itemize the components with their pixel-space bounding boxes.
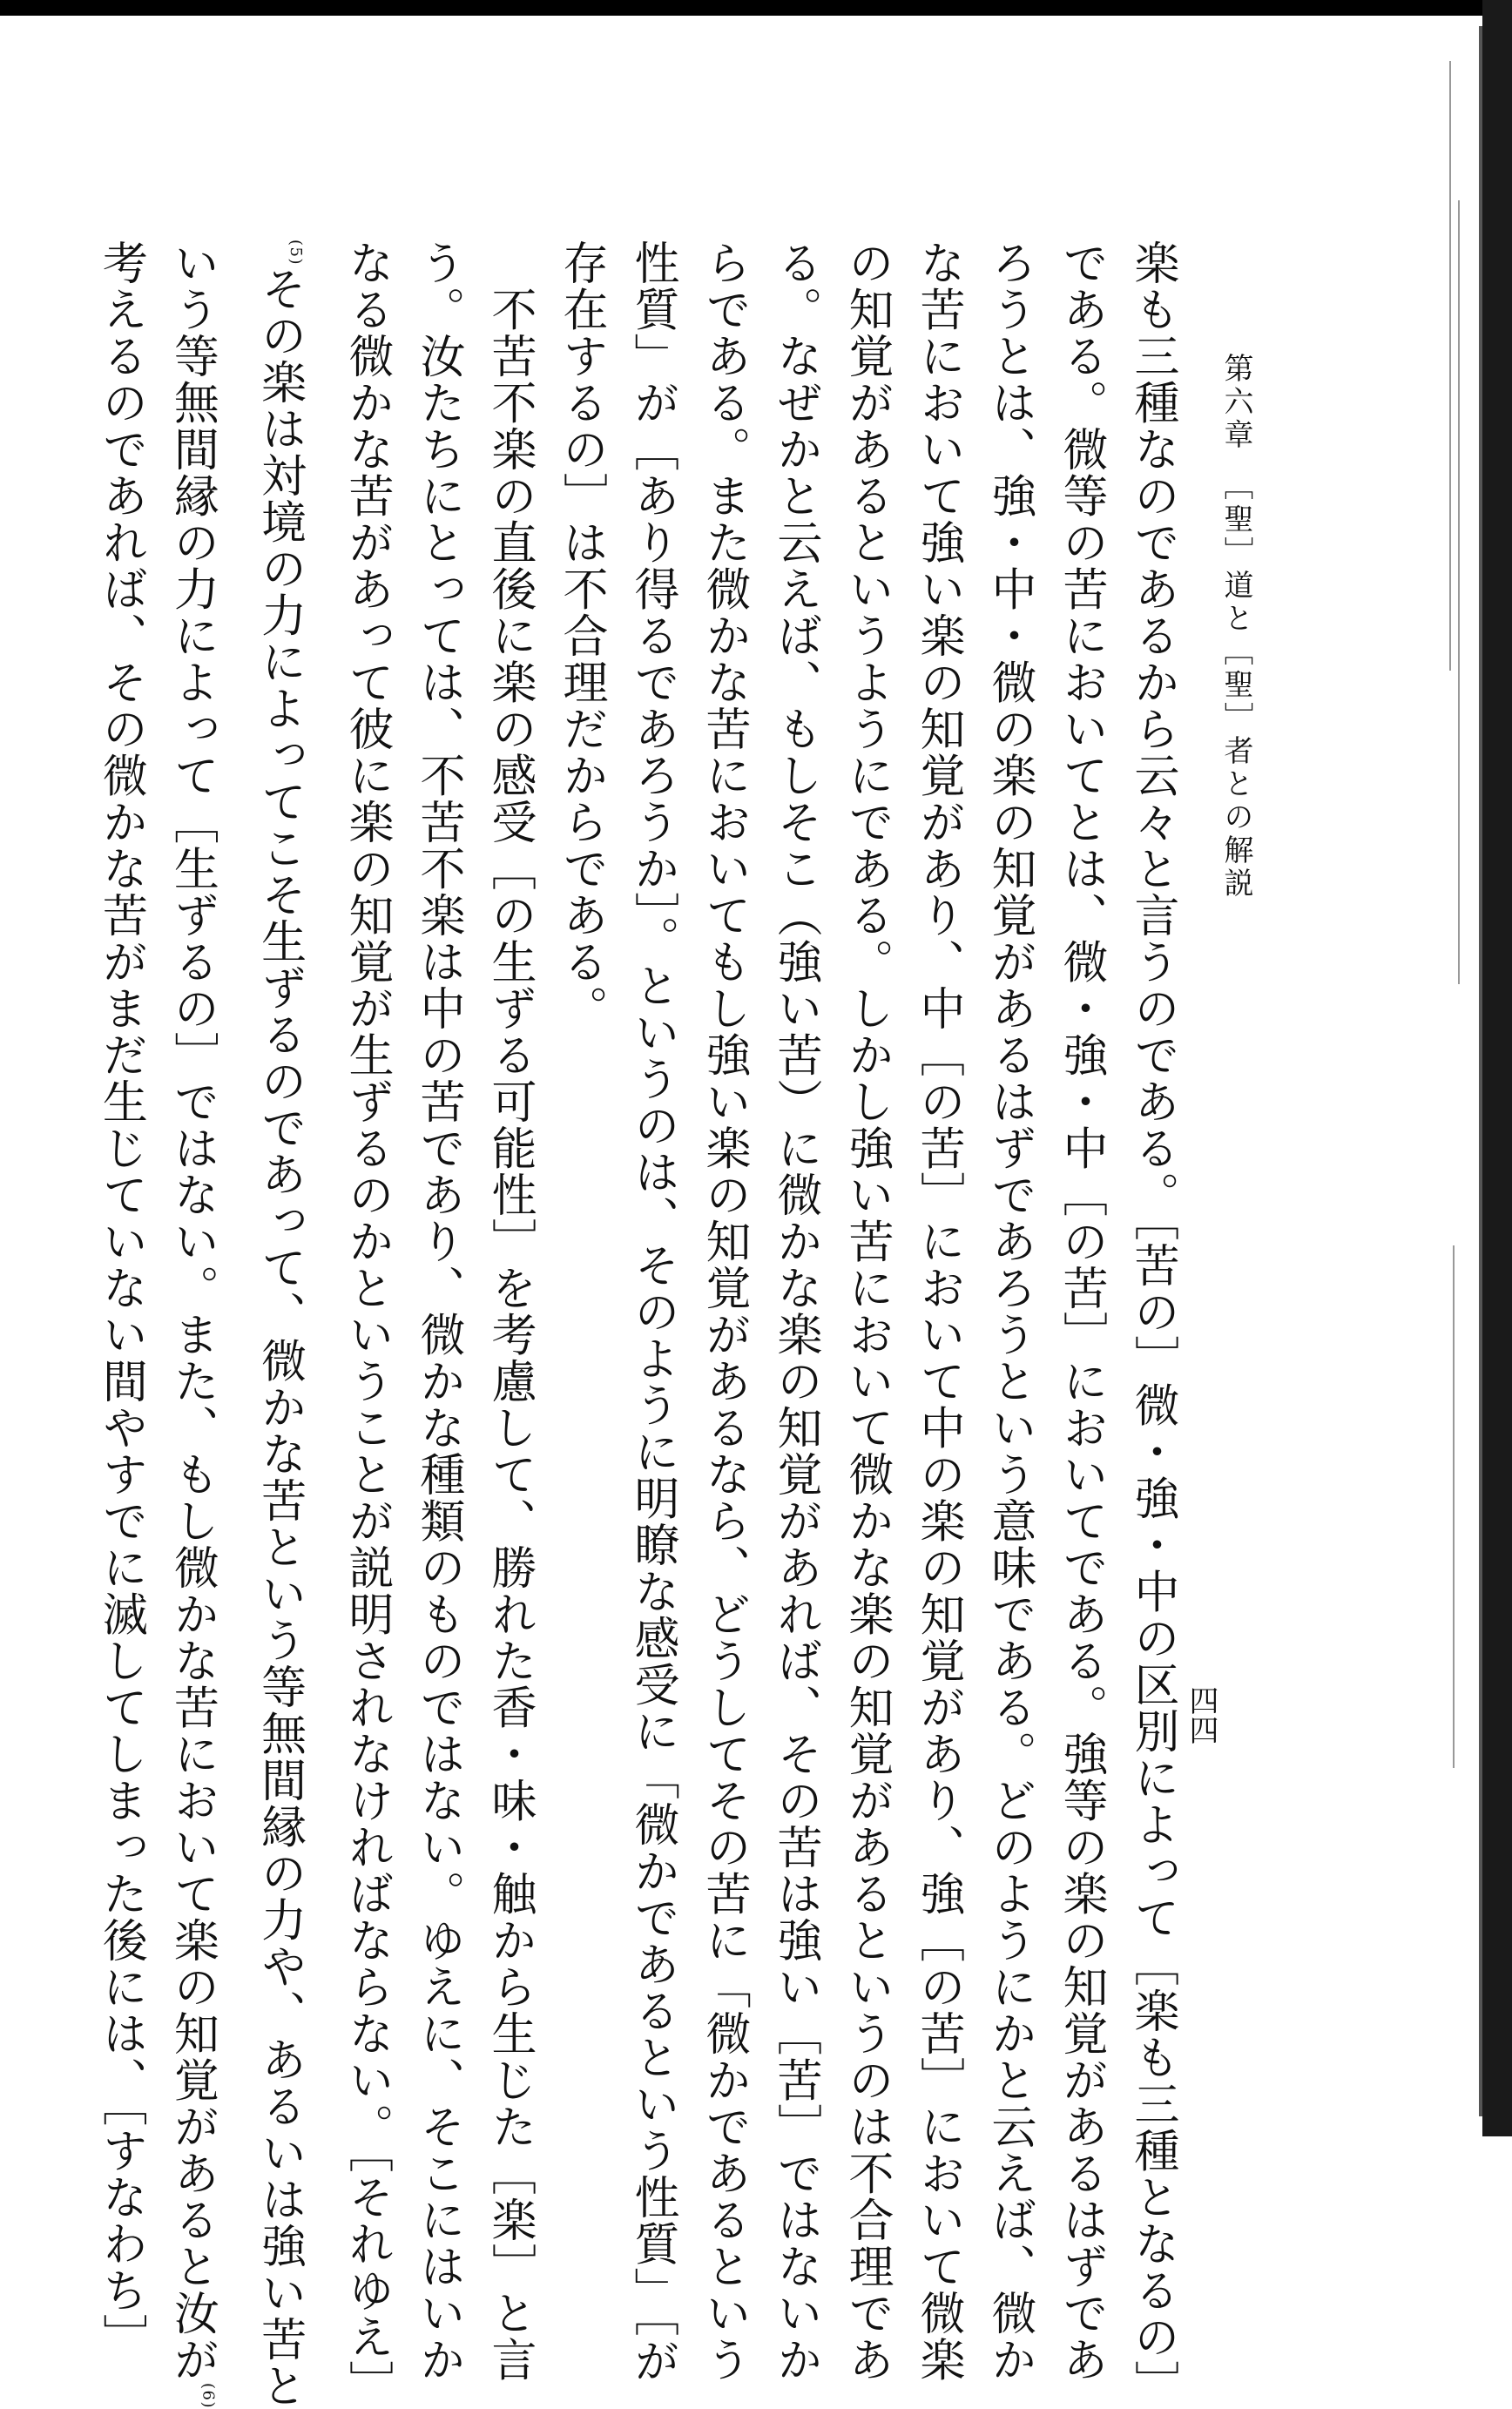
text-line: う。汝たちにとっては、不苦不楽は中の苦であり、微かな種類のものではない。ゆえに、そこにはいか bbox=[412, 240, 464, 2383]
text-line-with-note bbox=[156, 240, 243, 2409]
text-line: 考えるのであれば、その微かな苦がまだ生じていない間やすでに滅してしまった後には、［すなわち］ bbox=[94, 240, 147, 2360]
scan-gutter-marks bbox=[1446, 26, 1472, 2116]
footnote-ref-5: (5) bbox=[287, 240, 305, 266]
text-line: の知覚があるというようにである。しかし強い苦において微かな楽の知覚があるというのは不合理であ bbox=[840, 240, 893, 2383]
running-title: 第六章 ［聖］道と［聖］者との解説 bbox=[1218, 353, 1253, 901]
text-line: 楽も三種なのであるから云々と言うのである。［苦の］微・強・中の区別によって［楽も三種となるの］ bbox=[1126, 240, 1178, 2407]
text-line: 性質」が［あり得るであろうか］。というのは、そのように明瞭な感受に「微かであるという性質」［が bbox=[626, 240, 678, 2385]
text-line: な苦において強い楽の知覚があり、中［の苦］において中の楽の知覚があり、強［の苦］において微楽 bbox=[912, 240, 964, 2383]
body-text bbox=[84, 240, 1188, 2409]
text-line: らである。また微かな苦においてもし強い楽の知覚があるなら、どうしてその苦に「微かであるという bbox=[698, 240, 750, 2383]
scan-binding-edge bbox=[1482, 0, 1512, 2136]
text-line: る。なぜかと云えば、もしそこ（強い苦）に微かな楽の知覚があれば、その苦は強い［苦］ではないか bbox=[769, 240, 821, 2383]
text-line: である。微等の苦においてとは、微・強・中［の苦］においてである。強等の楽の知覚があるはずであ bbox=[1055, 240, 1107, 2383]
page-number: 四四 bbox=[1184, 1685, 1218, 1744]
text-line-with-note bbox=[244, 240, 331, 2409]
text-line: その楽は対境の力によってこそ生ずるのであって、微かな苦という等無間縁の力や、あるいは強い苦と bbox=[253, 266, 306, 2409]
footnote-ref-6: (6) bbox=[199, 2383, 218, 2409]
text-line: 不苦不楽の直後に楽の感受［の生ずる可能性］を考慮して、勝れた香・味・触から生じた［楽］と言 bbox=[483, 240, 536, 2383]
text-line: ろうとは、強・中・微の楽の知覚があるはずであろうという意味である。どのようにかと云えば、微か bbox=[983, 240, 1036, 2383]
text-line: いう等無間縁の力によって［生ずるの］ではない。また、もし微かな苦において楽の知覚があると汝が bbox=[165, 240, 219, 2383]
scan-top-edge bbox=[0, 0, 1512, 16]
text-line: 存在するの］は不合理だからである。 bbox=[555, 240, 607, 1032]
text-line: なる微かな苦があって彼に楽の知覚が生ずるのかということが説明されなければならない。［それゆえ］ bbox=[341, 240, 393, 2407]
scan-binding-shadow bbox=[1479, 26, 1482, 2116]
